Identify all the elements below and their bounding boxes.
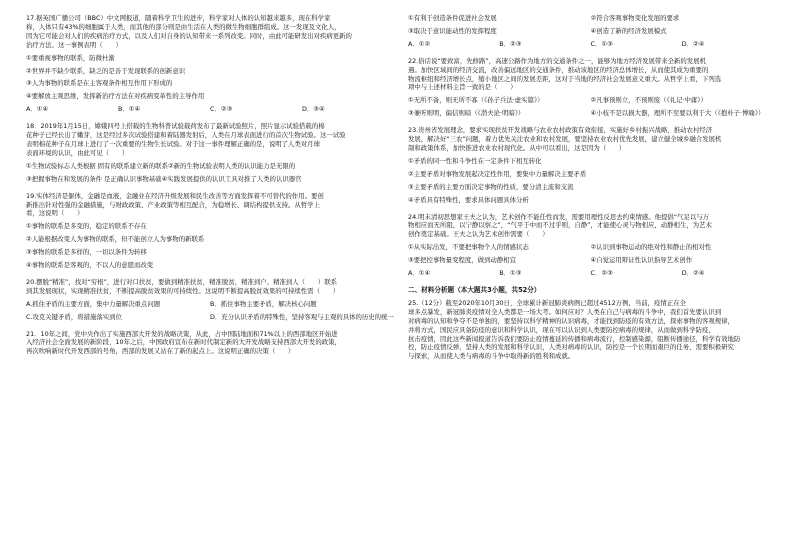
q24-item-row (408, 243, 773, 252)
q20-option-row (26, 313, 394, 322)
q23-item: ④矛盾具有特殊性，要求具体问题具体分析 (408, 195, 529, 204)
q25-line: 球多点暴发，新冠肺炎疫情对全人类都是一场大考。如何应对？人类在自己与病毒的斗争中，我们首先要认识到 (408, 307, 722, 316)
q21-stem-line: 21．10年之间，党中央作出了实施西部大开发的战略决策，从此，占中国陆地面积71%以上的西部地区开始进 (26, 329, 338, 338)
q23-stem-line: 制和政策体系，加快推进农业农村现代化。从中可以看出，这是因为（ ） (408, 143, 626, 152)
q23-item: ③主要矛盾的主要方面决定事物的性质，要分清主流和支流 (408, 182, 574, 191)
q23-stem-line: 23.贵州省发展理念，要求实现扶贫开发战略与农业农村政策有效衔接，实施好乡村振兴战略，推动农村经济 (408, 126, 713, 135)
question-20 (26, 278, 394, 322)
q21-item: ④创造了新的经济发展模式 (590, 26, 667, 35)
q23-item: ②主要矛盾对事物发展起决定性作用，要集中力量解决主要矛盾 (408, 169, 587, 178)
q19-stem-line: 新推出针对性强的金融措施，与财政政策、产业政策等相互配合，为稳增长、调结构提供支持。从哲学上 (26, 200, 320, 209)
q22-stem-line: 遇。加快区域间的经济交流，改善偏远地区的交通条件，推动该地区的经济总体增长，从而使其成为重要的 (408, 65, 709, 74)
q21-item: ①有利于创造条件促进社会发展 (408, 14, 497, 22)
q20-stem-line: 20.摆脱“精准”，找对“穷根”，进行对口扶贫，要做到精准扶贫，精准脱贫，精准到户、精准到人（ ）联系 (26, 277, 337, 286)
question-25 (408, 299, 773, 361)
question-18 (26, 122, 394, 183)
q25-line: 25.（12分）截至2020年10月30日，全球累计新冠肺炎病例已超过4512万例，当前，疫情正在全 (408, 298, 686, 307)
q24-stem-line: 创作奠定基础。王夫之认为艺术创作需要（ ） (408, 230, 549, 239)
q22-stem-line: 物流枢纽和经济增长点，缩小地区之间的发展差距，这对于当地的经济社会发展意义重大。从哲学上看，下列选 (408, 74, 722, 83)
q22-item-row (408, 96, 773, 105)
q19-item: ②人能根据改变人为事物的联系，但不能创立人为事物的新联系 (26, 235, 205, 244)
option-d: D．②④ (681, 269, 705, 278)
question-24 (408, 213, 773, 278)
option-c: C．①③ (590, 39, 613, 48)
left-column (26, 14, 394, 356)
q17-stem-line: 因为它可能会对人们的疾病治疗方式，以及人们对自身的认知带来一系列改变。同时，由此可能研发出对疾病更新的 (26, 31, 352, 40)
q21-stem-line: 再次吹响新时代开发西部的号角，西部的发展又站在了新的起点上。这说明正确的决策（ ） (26, 347, 295, 356)
q17-options (26, 105, 394, 114)
q17-stem-line: 称，人体只有43%的细胞属于人类，而其他的部分则是由生活在人类的微生物细胞群组成。这一发现及文化人， (26, 22, 341, 31)
q24-item: ①从实际出发，不要把事物个人的情感状态 (408, 243, 529, 252)
q22-item: ③兼听则明，偏信则暗（《潜夫论·明暗》） (408, 109, 525, 118)
q18-item: ①生物试验标志人类根据 固有的联系建立新的联系②新的生物试验表明人类的认识能力是无限的 (26, 161, 296, 170)
q24-options (408, 269, 773, 278)
question-22 (408, 57, 773, 118)
question-19 (26, 192, 394, 270)
q23-stem-line: 发展，解决好“三农”问题，着力优先关注农业和农村发展，要坚持农业农村优先发展，建立健全城乡融合发展机 (408, 135, 722, 144)
q25-line: 并将方式，国民应具备防疫的意识和科学认识，现在可以认识到人类要防控病毒的规律，从而做到科学防疫， (408, 325, 715, 334)
q22-stem-line: 项中与上述材料主旨一致的是（ ） (408, 83, 517, 92)
q24-item-row (408, 256, 773, 265)
q17-item: ②世界并不缺少联系，缺乏的是善于发现联系的创新意识 (26, 66, 186, 75)
option-c: C．②③ (210, 105, 233, 114)
q21-item: ②符合客观事物变化发展的要求 (590, 14, 680, 22)
q23-item: ①矛盾的同一性和斗争性在一定条件下相互转化 (408, 156, 542, 165)
right-column (408, 14, 773, 361)
option-b: B．①④ (118, 105, 141, 114)
q24-item: ④自觉运用辩证性认识指导艺术创作 (590, 256, 693, 265)
q18-item: ③把握事物在和发展的条件 是正确认识事物基础④实践发展提供的认识工具对推了人类的认识器官 (26, 174, 302, 183)
q20-option-row (26, 300, 394, 309)
q18-stem-line: 花种子已经长出了嫩芽，这是经过多次试验搭建和着陆器发射后，人类在月球表面进行的首次生物试验。这一试验 (26, 131, 346, 140)
q24-item: ②认识到事物运动的绝对性和静止的相对性 (590, 243, 712, 252)
q21-options (408, 40, 773, 49)
q17-item: ④要解放主观思维，发挥新治疗方法在对疾病变革性的主导作用 (26, 92, 205, 101)
question-21-continued (408, 14, 773, 49)
q18-stem-line: 18．2019年1月15日，嫦娥四号上搭载的生物科普试验载荷发布了最新试验照片，照片显示试验搭载的棉 (26, 122, 325, 131)
option-d: D．③④ (302, 105, 325, 114)
q17-stem-line: 17.据英国广播公司（BBC）中文网报道，随着科学卫生的进步，科学家对人体的认知越来越多，现在科学家 (26, 14, 331, 22)
q25-line: 与探索，从而使人类与病毒的斗争中取得新的胜利和成就。 (408, 352, 575, 361)
q21-stem-line: 入经济社会全面发展的新阶段，10年之后，中国政府宣布在新时代制定新的大开发战略支持西部大开发的政策， (26, 338, 341, 347)
q20-stem-line: 到其发展现状，实现精准扶贫，不断提高脱贫效果的可持续性。这说明不断提高脱贫效果的可持续性需（ ） (26, 286, 340, 295)
q21-item-row (408, 14, 773, 23)
q22-stem-line: 22.俗话说“要致富，先修路”，高速公路作为地方的交通条件之一，能够为地方经济发展带来全新的发展机 (408, 56, 706, 65)
q19-item: ④事物的联系是客观的，不以人的意愿而改变 (26, 261, 154, 270)
option-b: B．②③ (499, 39, 522, 48)
question-17 (26, 14, 394, 114)
q24-item: ③要把控事物量变程度，做到动静相宜 (408, 256, 516, 265)
q22-item: ①无所不备，则无所不寡（《孙子兵法·虚实篇》） (408, 96, 544, 105)
q21-item: ③取决于意识能动性的发挥程度 (408, 26, 497, 35)
q19-stem-line: 19.实体经济是躯体，金融是血液，金融业在经济升级发展和民生改善等方面发挥着不可替代的作用。要创 (26, 191, 324, 200)
q17-item: ③人为事物的联系是在主客观条件相互作用下形成的 (26, 79, 173, 88)
q22-item-row (408, 109, 773, 118)
option-a: A．①④ (408, 269, 431, 278)
option-a: A．①② (408, 39, 431, 48)
q25-line: 控，防止疫情反弹，坚持人类的发展和科学认识，人类对病毒的认识，防控是一个长期而艰巨的任务，需要积极研究 (408, 343, 734, 352)
section-heading: 二、材料分析题（本大题共3小题，共52分） (408, 285, 541, 294)
q19-item: ③事物的联系是多样的，一切以条件为转移 (26, 248, 147, 257)
option-b: B．①③ (499, 269, 522, 278)
option-d: D．充分认识矛盾的特殊性，坚持客观与主观的具体的历史的统一 (210, 312, 394, 321)
q25-line: 抗击疫情，因此这些新闻报道告诉我们要防止疫情蔓延的传播和病毒流行，控制感染源，阻断传播途径，科学有效地防 (408, 334, 741, 343)
q18-stem-line: 表面环境的认识，由此可见（ ） (26, 148, 129, 157)
question-21 (26, 330, 394, 357)
option-c: C.攻克关键矛盾，将措施落实到位 (26, 312, 122, 321)
q17-item: ①要重视事物的联系，防微杜渐 (26, 53, 115, 62)
q24-stem-line: 24.明末清初思想家王夫之认为，艺术创作不能任性而发，需要用理性反思去约束情感。他提倡“气足以与万 (408, 212, 710, 221)
option-d: D．②④ (681, 39, 705, 48)
q19-item: ①事物的联系是多变的，稳定的联系不存在 (26, 222, 147, 231)
q21-item-row (408, 27, 773, 36)
q22-item: ②凡事预则立，不预则废（《礼记·中庸》） (590, 96, 707, 105)
q22-item: ④小枝不是以损大器，理所不至要以利于大（《抱朴子·博喻》） (590, 109, 765, 118)
option-c: C．②③ (590, 269, 613, 278)
option-a: A．①④ (26, 105, 49, 114)
question-23 (408, 126, 773, 204)
option-b: B．抓住事物主要矛盾，解决核心问题 (210, 299, 317, 308)
q17-stem-line: 治疗方法。这一事例表明（ ） (26, 40, 122, 49)
q25-line: 对病毒的认知和争夺不是单独的，要坚持以科学精神的认识病毒，才能找到防疫的有效方法，探索事物的客观规律， (408, 316, 734, 325)
q18-stem-line: 表明棉花种子在月球上进行了一次重要的生物生长试验。对于这一事件理解正确的是，说明了人类对月球 (26, 139, 320, 148)
q19-stem-line: 看，这说明（ ） (26, 209, 84, 218)
q24-stem-line: 物相应而无所阻，以宁静以察之”，“气平于中而不过乎则，自静”，才能使心灵与物相应，动静相生，为艺术 (408, 221, 712, 230)
option-a: A.抓住矛盾的主要方面，集中力量解决重点问题 (26, 299, 161, 308)
